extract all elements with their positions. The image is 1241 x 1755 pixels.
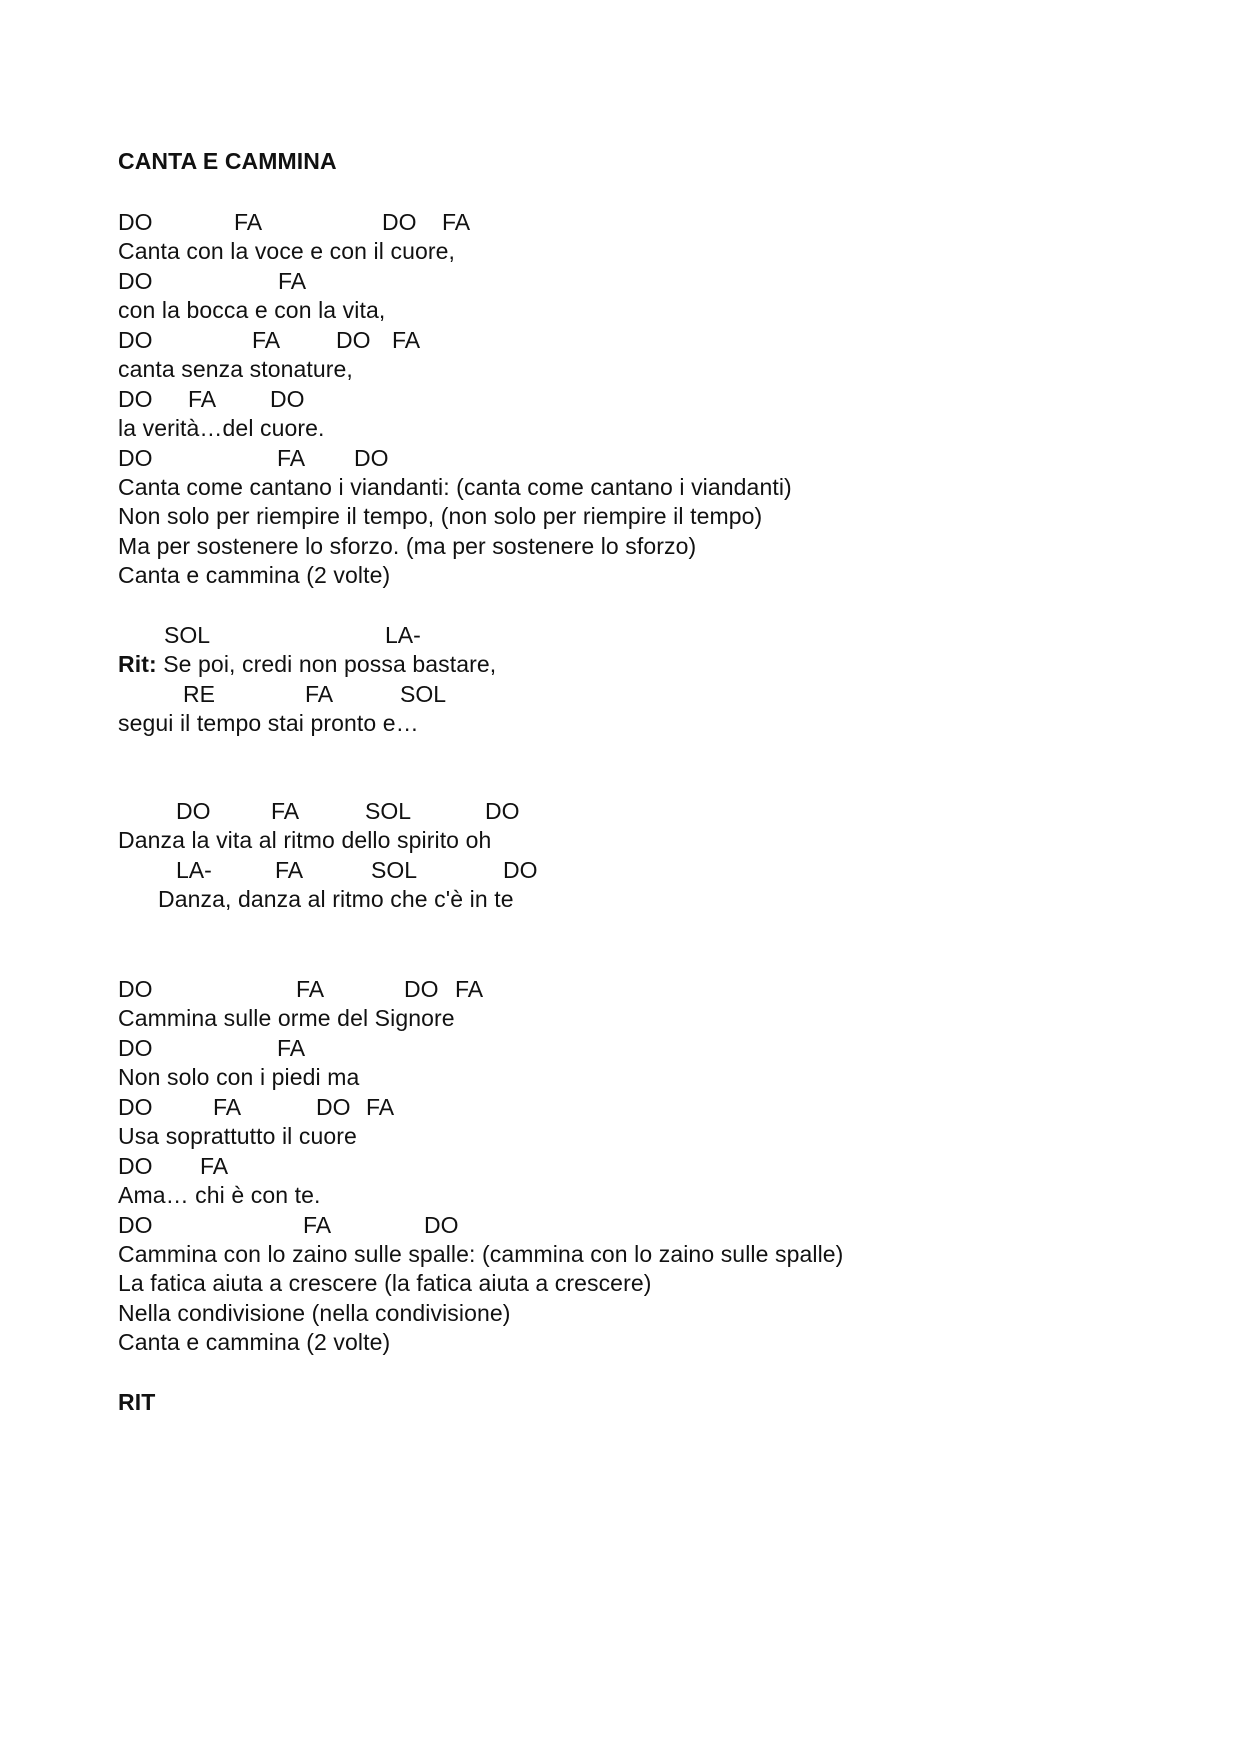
chorus-lyric: Se poi, credi non possa bastare, bbox=[156, 651, 497, 677]
lyric-line: Ama… chi è con te. bbox=[118, 1182, 321, 1208]
chord: DO bbox=[118, 386, 153, 412]
chord: FA bbox=[296, 976, 325, 1002]
chorus-label: Rit: bbox=[118, 651, 157, 677]
lyric-line: Canta e cammina (2 volte) bbox=[118, 562, 391, 588]
chord: DO bbox=[270, 386, 305, 412]
chord: SOL bbox=[371, 857, 418, 883]
chord: DO bbox=[118, 445, 153, 471]
chord: DO bbox=[118, 1153, 153, 1179]
chord: DO bbox=[118, 1094, 153, 1120]
lyric-line: Cammina con lo zaino sulle spalle: (cammina con lo zaino sulle spalle) bbox=[118, 1241, 844, 1267]
chord: DO bbox=[316, 1094, 351, 1120]
chorus-reference: RIT bbox=[118, 1389, 156, 1415]
chord: DO bbox=[354, 445, 389, 471]
song-title: CANTA E CAMMINA bbox=[118, 148, 337, 174]
chord: FA bbox=[278, 268, 307, 294]
chord: FA bbox=[366, 1094, 395, 1120]
lyric-line: Canta come cantano i viandanti: (canta come cantano i viandanti) bbox=[118, 474, 792, 500]
lyric-line: Canta e cammina (2 volte) bbox=[118, 1329, 391, 1355]
chord: DO bbox=[485, 798, 520, 824]
chord: FA bbox=[455, 976, 484, 1002]
chord: FA bbox=[442, 209, 471, 235]
lyric-line: Usa soprattutto il cuore bbox=[118, 1123, 357, 1149]
chord: FA bbox=[252, 327, 281, 353]
chord: FA bbox=[277, 445, 306, 471]
chord: DO bbox=[118, 1212, 153, 1238]
chord: SOL bbox=[365, 798, 412, 824]
chord: RE bbox=[183, 681, 215, 707]
chord: DO bbox=[118, 976, 153, 1002]
chord: FA bbox=[213, 1094, 242, 1120]
lyric-line: La fatica aiuta a crescere (la fatica aiuta a crescere) bbox=[118, 1270, 652, 1296]
lyric-line: canta senza stonature, bbox=[118, 356, 353, 382]
chord: DO bbox=[118, 327, 153, 353]
chord: FA bbox=[234, 209, 263, 235]
lyric-line: Ma per sostenere lo sforzo. (ma per sostenere lo sforzo) bbox=[118, 533, 697, 559]
lyric-line: Danza la vita al ritmo dello spirito oh bbox=[118, 827, 492, 853]
chord: DO bbox=[336, 327, 371, 353]
chord: FA bbox=[271, 798, 300, 824]
chord: FA bbox=[303, 1212, 332, 1238]
lyric-line: segui il tempo stai pronto e… bbox=[118, 710, 419, 736]
lyric-line: Non solo per riempire il tempo, (non solo per riempire il tempo) bbox=[118, 503, 763, 529]
chord: DO bbox=[503, 857, 538, 883]
chord: DO bbox=[404, 976, 439, 1002]
chord: FA bbox=[275, 857, 304, 883]
chord: FA bbox=[392, 327, 421, 353]
chord: DO bbox=[118, 268, 153, 294]
chord: FA bbox=[200, 1153, 229, 1179]
lyric-line: Danza, danza al ritmo che c'è in te bbox=[158, 886, 514, 912]
lyric-line: con la bocca e con la vita, bbox=[118, 297, 386, 323]
chord: DO bbox=[118, 209, 153, 235]
chord: LA- bbox=[176, 857, 212, 883]
lyric-line: Nella condivisione (nella condivisione) bbox=[118, 1300, 511, 1326]
chord: FA bbox=[277, 1035, 306, 1061]
chord: LA- bbox=[385, 622, 421, 648]
chord: FA bbox=[188, 386, 217, 412]
chord: DO bbox=[424, 1212, 459, 1238]
chorus-line bbox=[118, 650, 496, 679]
chord: DO bbox=[118, 1035, 153, 1061]
lyric-line: Canta con la voce e con il cuore, bbox=[118, 238, 455, 264]
chord: SOL bbox=[164, 622, 211, 648]
chord: FA bbox=[305, 681, 334, 707]
lyric-line: Cammina sulle orme del Signore bbox=[118, 1005, 455, 1031]
chord: DO bbox=[176, 798, 211, 824]
chord: SOL bbox=[400, 681, 447, 707]
lyric-line: la verità…del cuore. bbox=[118, 415, 325, 441]
chord: DO bbox=[382, 209, 417, 235]
lyric-line: Non solo con i piedi ma bbox=[118, 1064, 360, 1090]
